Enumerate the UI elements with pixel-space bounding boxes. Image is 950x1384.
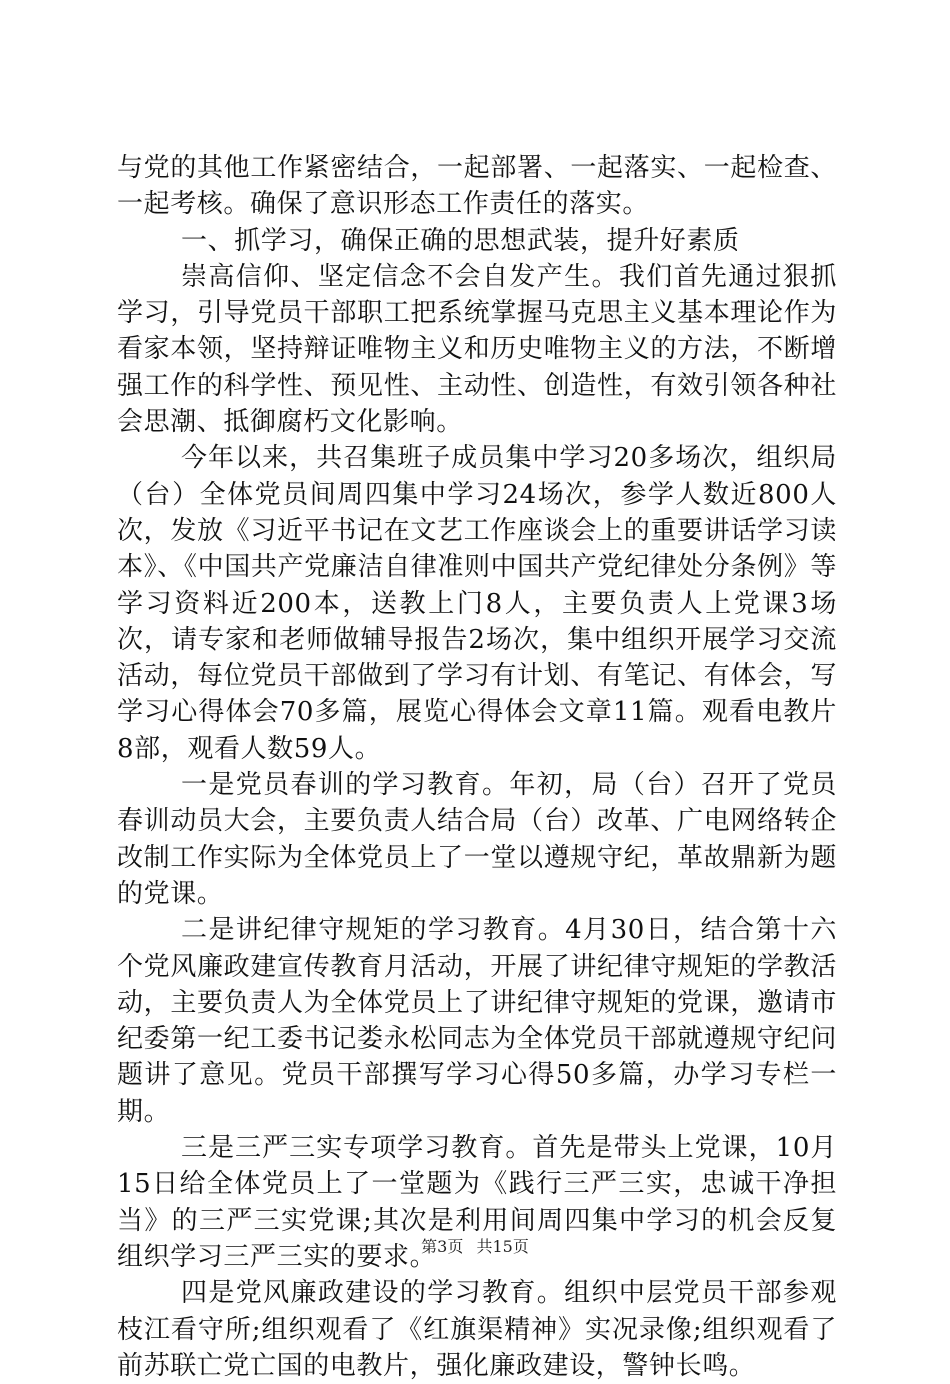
paragraph-5: 一是党员春训的学习教育。年初，局（台）召开了党员春训动员大会，主要负责人结合局（台）改革、广电网络转企改制工作实际为全体党员上了一堂以遵规守纪，革故鼎新为题的党课。 [117, 770, 837, 909]
paragraph-7: 三是三严三实专项学习教育。首先是带头上党课，10月15日给全体党员上了一堂题为《践行三严三实，忠诚干净担当》的三严三实党课;其次是利用间周四集中学习的机会反复组织学习三严三实的要求。 [117, 1133, 837, 1272]
page-footer [0, 1237, 950, 1257]
paragraph-3: 崇高信仰、坚定信念不会自发产生。我们首先通过狠抓学习，引导党员干部职工把系统掌握马克思主义基本理论作为看家本领，坚持辩证唯物主义和历史唯物主义的方法，不断增强工作的科学性、预见性、主动性、创造性，有效引领各种社会思潮、抵御腐朽文化影响。 [117, 261, 837, 438]
paragraph-4: 今年以来，共召集班子成员集中学习20多场次，组织局（台）全体党员间周四集中学习24场次，参学人数近800人次，发放《习近平书记在文艺工作座谈会上的重要讲话学习读本》、《中国共产党廉洁自律准则中国共产党纪律处分条例》等学习资料近200本，送教上门8人，主要负责人上党课3场次，请专家和老师做辅导报告2场次，集中组织开展学习交流活动，每位党员干部做到了学习有计划、有笔记、有体会，写学习心得体会70多篇，展览心得体会文章11篇。观看电教片8部，观看人数59人。 [117, 443, 837, 764]
section-heading-study: 一、抓学习，确保正确的思想武装，提升好素质 [181, 225, 740, 256]
page-number: 第3页 [421, 1237, 464, 1256]
paragraph-8: 四是党风廉政建设的学习教育。组织中层党员干部参观枝江看守所;组织观看了《红旗渠精神》实况录像;组织观看了前苏联亡党亡国的电教片，强化廉政建设，警钟长鸣。 [117, 1278, 837, 1381]
total-pages: 共15页 [476, 1237, 529, 1256]
document-body [117, 150, 837, 1384]
paragraph-6: 二是讲纪律守规矩的学习教育。4月30日，结合第十六个党风廉政建宣传教育月活动，开展了讲纪律守规矩的学教活动，主要负责人为全体党员上了讲纪律守规矩的党课，邀请市纪委第一纪工委书记娄永松同志为全体党员干部就遵规守纪问题讲了意见。党员干部撰写学习心得50多篇，办学习专栏一期。 [117, 915, 837, 1127]
paragraph-1: 与党的其他工作紧密结合，一起部署、一起落实、一起检查、一起考核。确保了意识形态工作责任的落实。 [117, 153, 837, 220]
